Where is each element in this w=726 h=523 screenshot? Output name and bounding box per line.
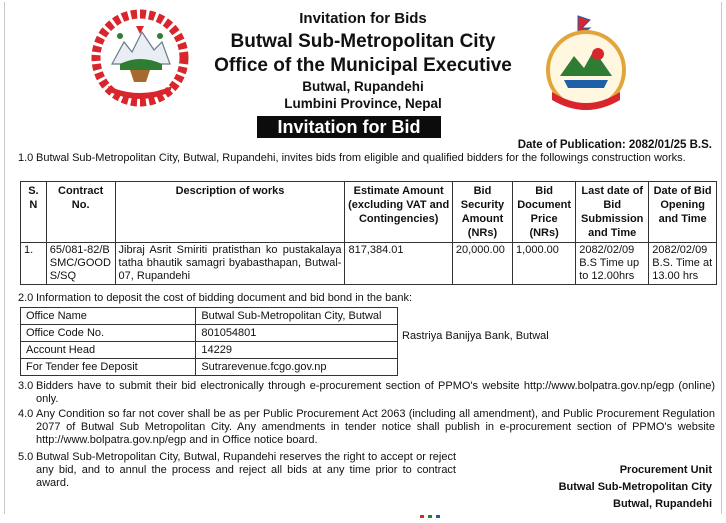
title-invitation-for-bids: Invitation for Bids (299, 10, 427, 27)
bank-info-table (20, 307, 398, 376)
value-tender-fee: Sutrarevenue.fcgo.gov.np (196, 359, 398, 376)
nepal-emblem-icon (90, 8, 190, 108)
butwal-municipality-logo-icon (538, 14, 634, 118)
section-4-text: Any Condition so far not cover shall be as per Public Procurement Act 2063 (including all amendment), and Public Procurement Regulation 2077 of Butwal Sub Metropolitan City. Any amendments in tender notice shall publish in e-procurement section of PPMO's website http://www.bolpatra.gov.np/egp and in Office notice board. (36, 408, 715, 446)
invitation-banner: Invitation for Bid (257, 116, 441, 138)
publication-date: Date of Publication: 2082/01/25 B.S. (517, 139, 712, 151)
section-1-number: 1.0 (18, 152, 34, 164)
cell-estimate-amount: 817,384.01 (345, 243, 452, 285)
signature-unit: Procurement Unit (619, 464, 712, 476)
header-opening-date: Date of Bid Opening and Time (649, 182, 717, 243)
header-bid-security: Bid Security Amount (NRs) (452, 182, 512, 243)
header-document-price: Bid Document Price (NRs) (513, 182, 576, 243)
table-row (21, 359, 398, 376)
value-account-head: 14229 (196, 342, 398, 359)
section-3-text: Bidders have to submit their bid electronically through e-procurement section of PPMO's website http://www.bolpatra.gov.np/egp (online) only. (36, 380, 715, 405)
table-row (21, 342, 398, 359)
bid-table (20, 181, 717, 285)
province-line: Lumbini Province, Nepal (284, 96, 442, 111)
section-4 (18, 408, 715, 447)
cell-opening-date: 2082/02/09 B.S. Time at 13.00 hrs (649, 243, 717, 285)
header-description: Description of works (115, 182, 345, 243)
section-3 (18, 380, 715, 406)
label-office-code: Office Code No. (21, 325, 196, 342)
district-line: Butwal, Rupandehi (302, 79, 424, 94)
label-account-head: Account Head (21, 342, 196, 359)
signature-city: Butwal Sub-Metropolitan City (558, 481, 712, 493)
section-5-text: Butwal Sub-Metropolitan City, Butwal, Rupandehi reserves the right to accept or reject any bid, and to annul the process and reject all bids at any time prior to contract award. (36, 451, 456, 489)
section-3-number: 3.0 (18, 380, 34, 392)
table-row (21, 308, 398, 325)
notice-header (0, 0, 726, 140)
section-4-number: 4.0 (18, 408, 34, 420)
cell-contract-no: 65/081-82/BSMC/GOODS/SQ (46, 243, 115, 285)
office-name: Office of the Municipal Executive (214, 55, 512, 76)
header-last-date: Last date of Bid Submission and Time (576, 182, 649, 243)
value-office-name: Butwal Sub-Metropolitan City, Butwal (196, 308, 398, 325)
header-sn: S. N (21, 182, 47, 243)
section-2 (18, 292, 715, 305)
signature-location: Butwal, Rupandehi (613, 498, 712, 510)
section-1 (18, 152, 715, 165)
cell-sn: 1. (21, 243, 47, 285)
cell-last-date: 2082/02/09 B.S Time up to 12.00hrs (576, 243, 649, 285)
section-2-number: 2.0 (18, 292, 34, 304)
section-2-text: Information to deposit the cost of bidding document and bid bond in the bank: (36, 292, 413, 304)
cell-bid-security: 20,000.00 (452, 243, 512, 285)
value-office-code: 801054801 (196, 325, 398, 342)
label-tender-fee: For Tender fee Deposit (21, 359, 196, 376)
section-1-text: Butwal Sub-Metropolitan City, Butwal, Rupandehi, invites bids from eligible and qualified bidders for the followings construction works. (36, 152, 686, 164)
label-office-name: Office Name (21, 308, 196, 325)
city-name: Butwal Sub-Metropolitan City (230, 31, 496, 52)
table-row (21, 243, 717, 285)
bid-table-header-row (21, 182, 717, 243)
bank-name: Rastriya Banijya Bank, Butwal (402, 330, 549, 342)
cell-document-price: 1,000.00 (513, 243, 576, 285)
cell-description: Jibraj Asrit Smiriti pratisthan ko pustakalaya tatha bhautik samagri byabasthapan, Butwal-07, Rupandehi (115, 243, 345, 285)
header-estimate-amount: Estimate Amount (excluding VAT and Contingencies) (345, 182, 452, 243)
section-5-number: 5.0 (18, 451, 34, 463)
table-row (21, 325, 398, 342)
header-contract-no: Contract No. (46, 182, 115, 243)
scan-artifact-icon (420, 515, 480, 518)
